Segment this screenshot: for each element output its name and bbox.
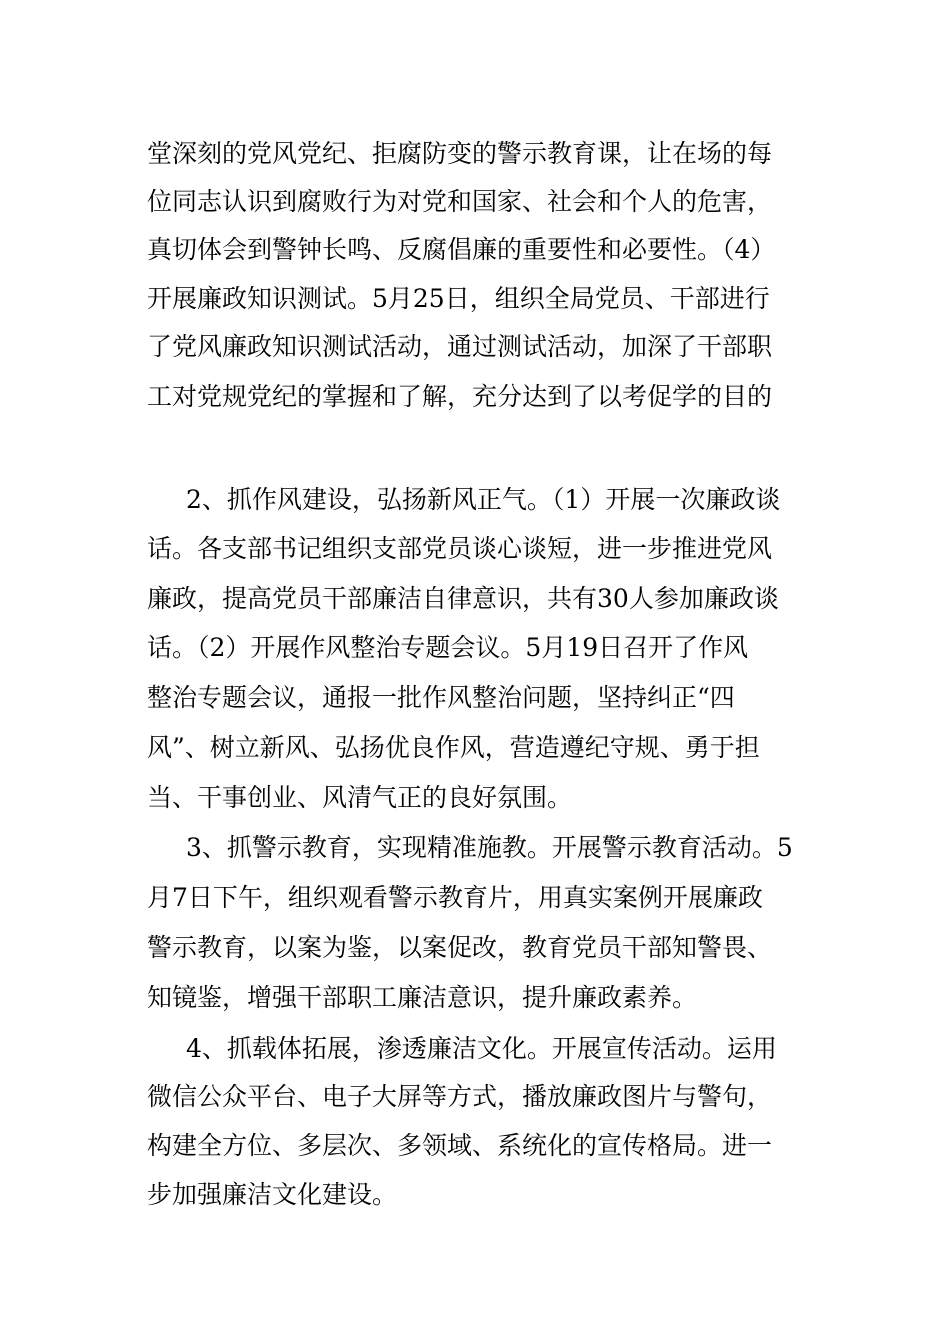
text-line: 工对党规党纪的掌握和了解，充分达到了以考促学的目的: [147, 382, 773, 411]
text-line: 廉政，提高党员干部廉洁自律意识，共有30人参加廉政谈: [147, 584, 779, 613]
text-line: 2、抓作风建设，弘扬新风正气。（1）开展一次廉政谈: [186, 485, 781, 514]
text-line: 3、抓警示教育，实现精准施教。开展警示教育活动。5: [186, 833, 793, 862]
text-line: 位同志认识到腐败行为对党和国家、社会和个人的危害，: [147, 187, 773, 216]
text-line: 开展廉政知识测试。5月25日，组织全局党员、干部进行: [147, 284, 770, 313]
text-line: 步加强廉洁文化建设。: [147, 1180, 398, 1209]
text-line: 堂深刻的党风党纪、拒腐防变的警示教育课，让在场的每: [147, 139, 773, 168]
text-line: 知镜鉴，增强干部职工廉洁意识，提升廉政素养。: [147, 983, 698, 1012]
text-line: 构建全方位、多层次、多领域、系统化的宣传格局。进一: [147, 1131, 773, 1160]
text-line: 风”、树立新风、弘扬优良作风，营造遵纪守规、勇于担: [147, 733, 760, 762]
text-line: 真切体会到警钟长鸣、反腐倡廉的重要性和必要性。（4）: [147, 235, 776, 264]
text-line: 了党风廉政知识测试活动，通过测试活动，加深了干部职: [147, 332, 773, 361]
text-line: 整治专题会议，通报一批作风整治问题，坚持纠正“四: [147, 683, 735, 712]
text-line: 4、抓载体拓展，渗透廉洁文化。开展宣传活动。运用: [186, 1034, 777, 1063]
text-line: 话。各支部书记组织支部党员谈心谈短，进一步推进党风: [147, 534, 773, 563]
text-line: 当、干事创业、风清气正的良好氛围。: [147, 783, 573, 812]
text-line: 微信公众平台、电子大屏等方式，播放廉政图片与警句，: [147, 1082, 773, 1111]
text-line: 警示教育，以案为鉴，以案促改，教育党员干部知警畏、: [147, 933, 773, 962]
text-line: 话。（2）开展作风整治专题会议。5月19日召开了作风: [147, 633, 749, 662]
text-line: 月7日下午，组织观看警示教育片，用真实案例开展廉政: [147, 883, 763, 912]
